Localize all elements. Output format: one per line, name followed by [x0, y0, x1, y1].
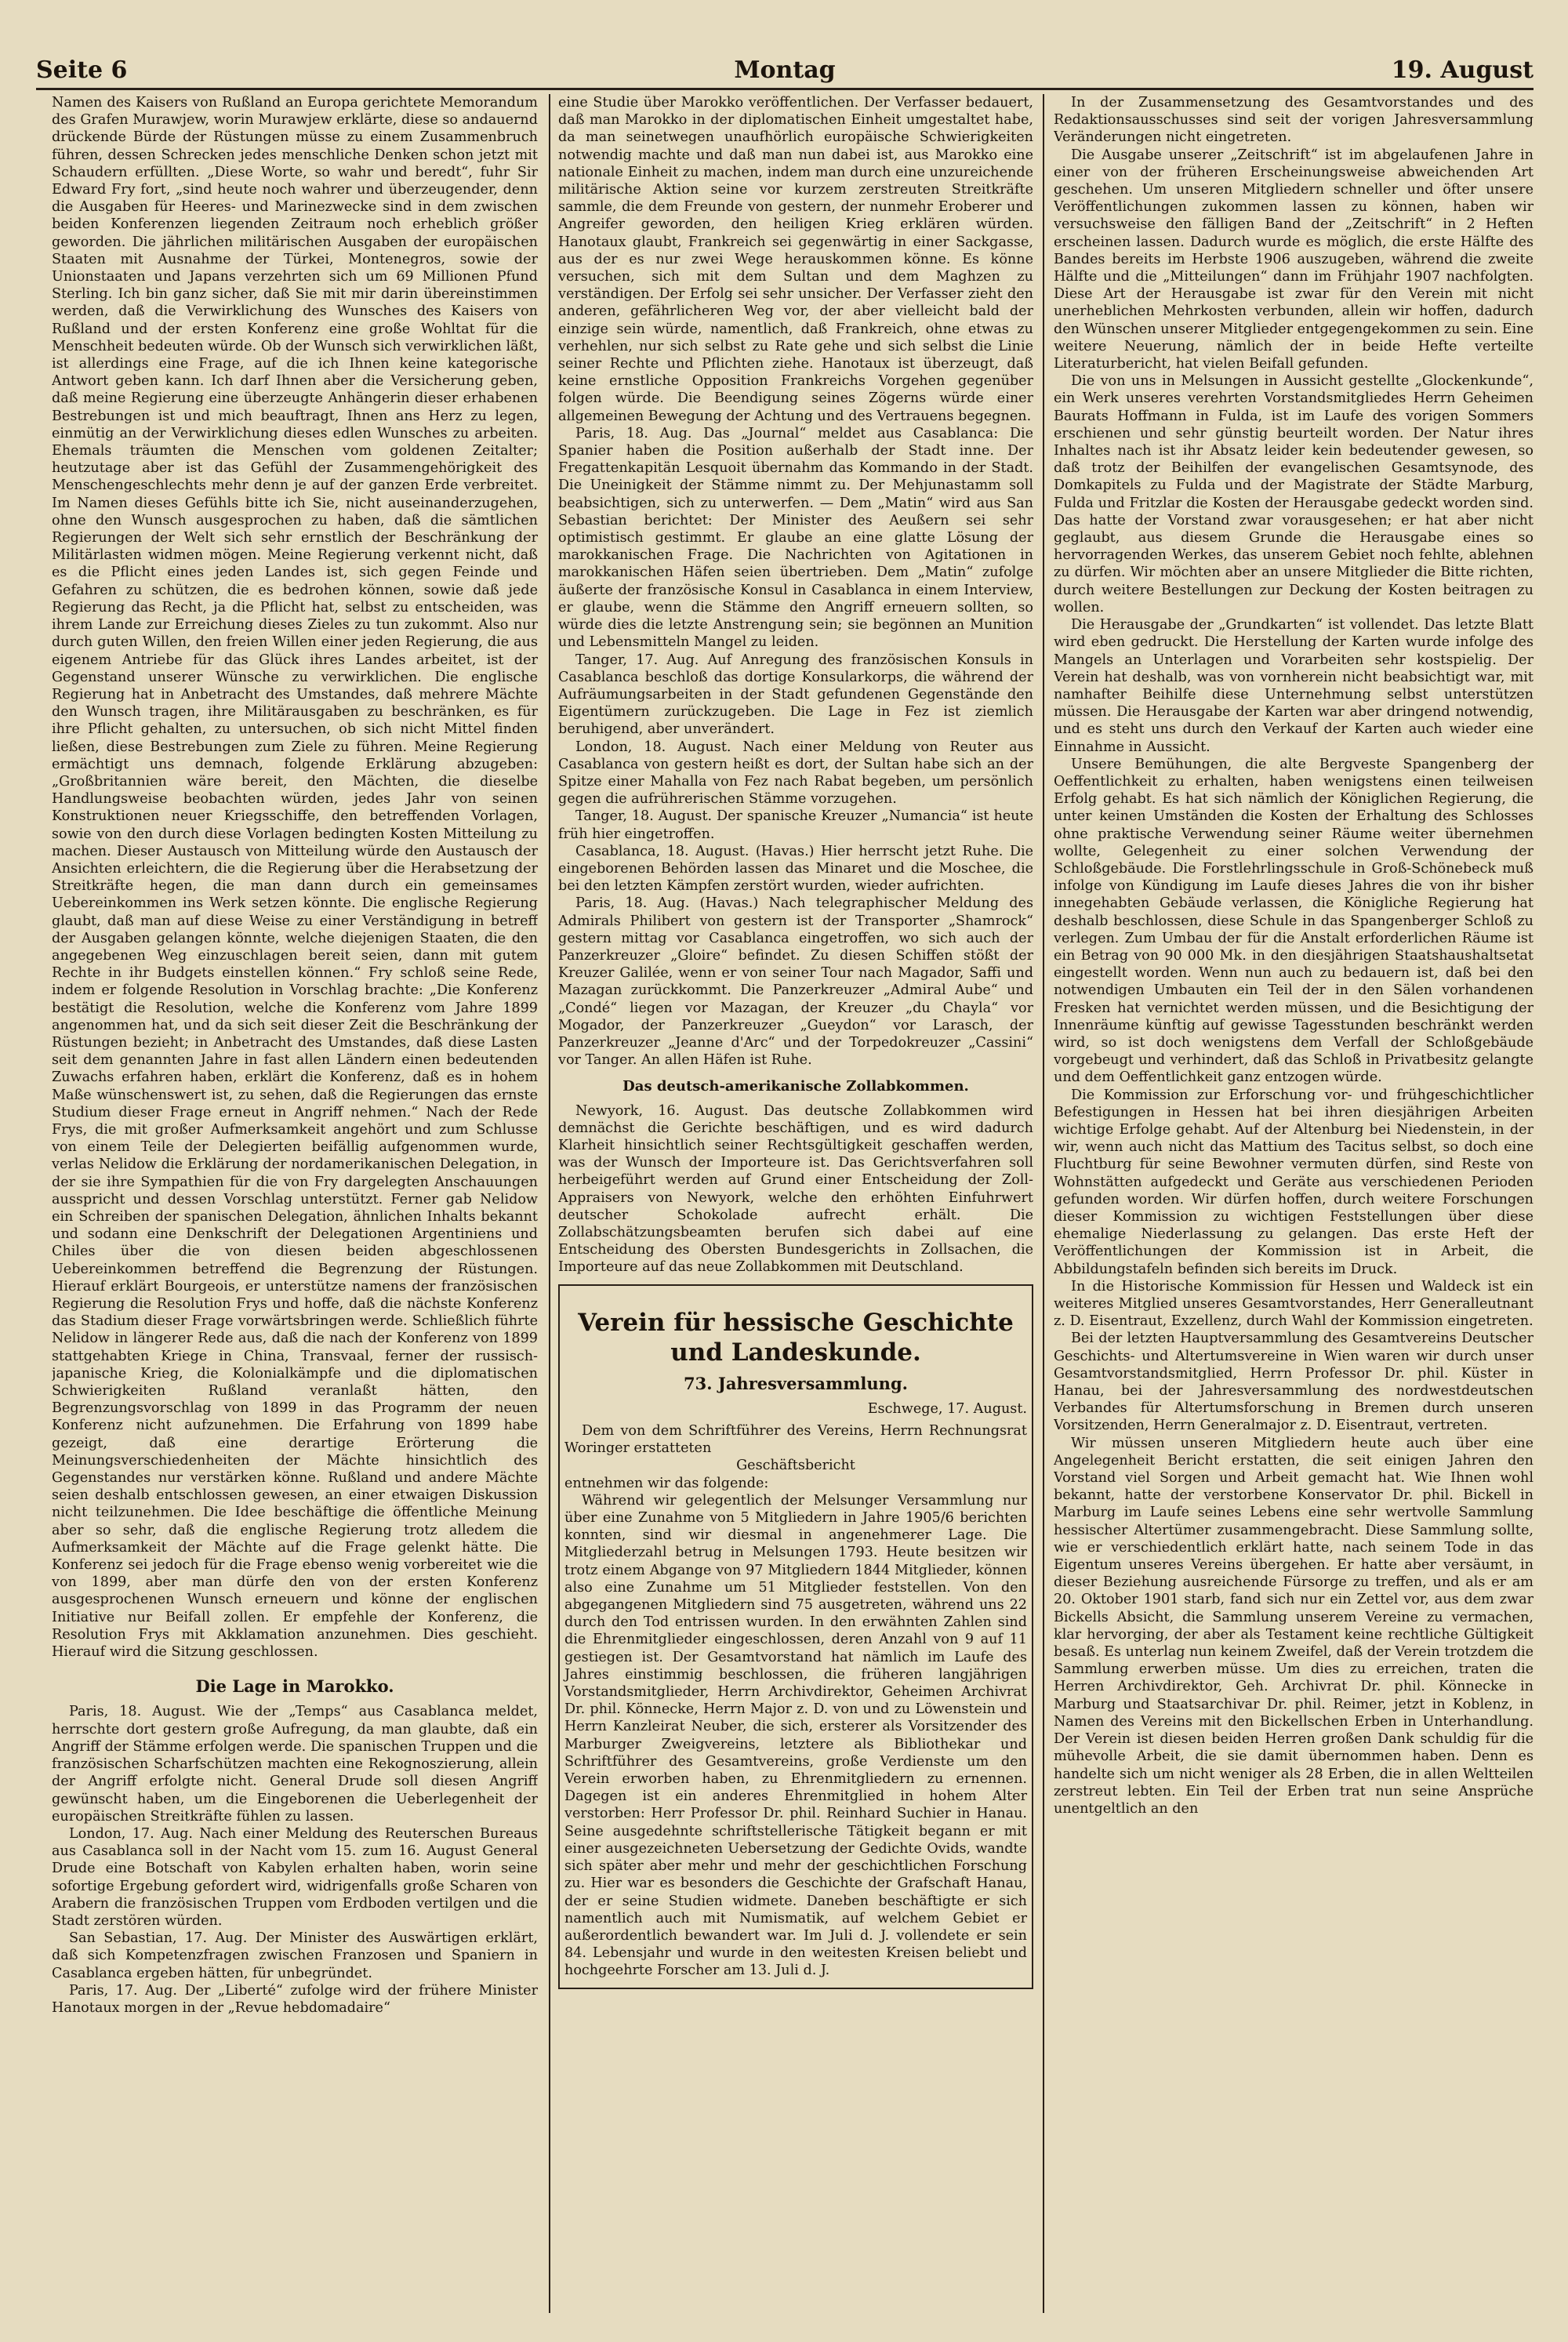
issue-date: 19. August [1391, 56, 1534, 84]
verein-heading: Verein für hessische Geschichte und Landeskunde. [578, 1308, 1014, 1367]
article-text: Bei der letzten Hauptversammlung des Gesamtvereins Deutscher Geschichts- und Altertumsvereine in Wien waren wir durch unser Gesamtvorstandsmitglied, Herrn Professor Dr. phil. Küster in Hanau, bei der Jahresversammlung des nordwestdeutschen Verbandes für Altertumsforschung in Bremen durch unseren Vorsitzenden, Herrn Generalmajor z. D. Eisentraut, vertreten. [1054, 1331, 1534, 1434]
weekday: Montag [734, 56, 836, 84]
article-text: Unsere Bemühungen, die alte Bergveste Spangenberg der Oeffentlichkeit zu erhalten, haben wenigstens einen teilweisen Erfolg gehabt. Es hat sich nämlich der Königlichen Regierung, die unter keinen Umständen die Kosten der Erhaltung des Schlosses ohne praktische Verwendung seiner Räume weiter übernehmen wollte, Gelegenheit zu einer solchen Verwendung der Schloßgebäude. Die Forstlehrlingsschule in Groß-Schönebeck muß infolge von Kündigung im Laufe dieses Jahres die von ihr bisher innegehabten Gebäude verlassen, die Königliche Regierung hat deshalb beschlossen, diese Schule in das Spangenberger Schloß zu verlegen. Zum Umbau der für die Anstalt erforderlichen Räume ist ein Betrag von 90 000 Mk. in den diesjährigen Staatshaushaltsetat eingestellt worden. Wenn nun auch zu bedauern ist, daß bei den notwendigen Umbauten ein Teil der in den Sälen vorhandenen Fresken hat vernichtet werden müssen, und die Besichtigung der Innenräume künftig auf gewisse Tagesstunden beschränkt werden wird, so ist doch wenigstens dem Verfall der Schloßgebäude vorgebeugt und verhindert, daß das Schloß in Privatbesitz gelangte und dem Oeffentlichkeit ganz entzogen würde. [1054, 756, 1534, 1086]
header-rule [36, 88, 1534, 90]
news-item: Tanger, 18. August. Der spanische Kreuzer „Numancia“ ist heute früh hier eingetroffen. [558, 808, 1033, 842]
news-item: London, 17. Aug. Nach einer Meldung des Reuterschen Bureaus aus Casablanca soll in der Nacht vom 15. zum 16. August General Drude eine Botschaft von Kabylen erhalten haben, worin seine sofortige Ergebung gefordert wird, widrigenfalls große Scharen von Arabern die französischen Truppen vom Erdboden vertilgen und die Stadt zerstören würden. [52, 1825, 538, 1929]
section-heading-zoll: Das deutsch-amerikanische Zollabkommen. [622, 1078, 969, 1095]
column-divider-1 [549, 94, 550, 2313]
page-number: Seite 6 [36, 56, 128, 84]
intro-text: Dem von dem Schriftführer des Vereins, Herrn Rechnungsrat Woringer erstatteten [564, 1423, 1027, 1457]
page-header [36, 56, 1534, 85]
bericht-label: Geschäftsbericht [736, 1458, 855, 1474]
article-text: Die Herausgabe der „Grundkarten“ ist vollendet. Das letzte Blatt wird eben gedruckt. Die Herstellung der Karten wurde infolge des Mangels an Unterlagen und Vorarbeiten sehr kostspielig. Der Verein hat deshalb, was von vornherein nicht beabsichtigt war, mit namhafter Beihilfe diese Unternehmung selbst unterstützen müssen. Die Herausgabe der Karten war aber dringend notwendig, und es steht uns durch den Verkauf der Karten auch wieder eine Einnahme in Aussicht. [1054, 617, 1534, 755]
article-text: entnehmen wir das folgende: [564, 1475, 769, 1491]
news-item: Paris, 18. Aug. Das „Journal“ meldet aus Casablanca: Die Spanier haben die Position außerhalb der Stadt inne. Der Fregattenkapitän Lesquoit übernahm das Kommando in der Stadt. Die Uneinigkeit der Stämme nimmt zu. Der Mehjunastamm soll beabsichtigen, sich zu unterwerfen. — Dem „Matin“ wird aus San Sebastian berichtet: Der Minister des Aeußern sei sehr optimistisch gestimmt. Er glaube an eine glatte Lösung der marokkanischen Frage. Die Nachrichten von Agitationen in marokkanischen Häfen seien übertrieben. Dem „Matin“ zufolge äußerte der französische Konsul in Casablanca in einem Interview, er glaube, wenn die Stämme den Angriff erneuern sollten, so würde dies die letzte Anstrengung sein; sie begönnen an Munition und Lebensmitteln Mangel zu leiden. [558, 425, 1033, 651]
column-3 [1054, 94, 1534, 2313]
news-item: eine Studie über Marokko veröffentlichen. Der Verfasser bedauert, daß man Marokko in der diplomatischen Einheit umgestaltet habe, da man seinetwegen unaufhörlich europäische Schwierigkeiten notwendig machte und daß man nun dabei ist, aus Marokko eine nationale Einheit zu machen, indem man durch eine unzureichende militärische Aktion seine vor kurzem zerstreuten Streitkräfte sammle, die dem Freunde von gestern, der nunmehr Eroberer und Angreifer geworden, den heiligen Krieg erklären würden. Hanotaux glaubt, Frankreich sei gegenwärtig in einer Sackgasse, aus der es nur zwei Wege herauskommen könne. Es könne versuchen, sich mit dem Sultan und dem Maghzen zu verständigen. Der Erfolg sei sehr unsicher. Der Verfasser zieht den anderen, gefährlicheren Weg vor, der aber vielleicht bald der einzige sein würde, namentlich, daß Frankreich, ohne etwas zu verhehlen, nur sich selbst zu Rate gehe und sich selbst die Linie seiner Rechte und Pflichten ziehe. Hanotaux ist überzeugt, daß keine ernstliche Opposition Frankreichs Vorgehen gegenüber folgen würde. Die Beendigung seines Zögerns würde einer allgemeinen Bewegung der Achtung und des Vertrauens begegnen. [558, 95, 1033, 424]
news-item: Paris, 18. August. Wie der „Temps“ aus Casablanca meldet, herrschte dort gestern große Aufregung, da man glaubte, daß ein Angriff der Stämme erfolgen werde. Die spanischen Truppen und die französischen Scharfschützen machten eine Rekognoszierung, allein der Angriff erfolgte nicht. General Drude soll diesen Angriff gewünscht haben, um die Eingeborenen die Ueberlegenheit der europäischen Streitkräfte fühlen zu lassen. [52, 1704, 538, 1825]
article-text: Während wir gelegentlich der Melsunger Versammlung nur über eine Zunahme von 5 Mitgliedern in Jahre 1905/6 berichten konnten, sind wir diesmal in angenehmerer Lage. Die Mitgliederzahl betrug in Melsungen 1793. Heute besitzen wir trotz einem Abgange von 97 Mitgliedern 1844 Mitglieder, können also eine Zunahme um 51 Mitglieder feststellen. Von den abgegangenen Mitgliedern sind 75 ausgetreten, während uns 22 durch den Tod entrissen wurden. In den erwähnten Zahlen sind die Ehrenmitglieder eingeschlossen, deren Anzahl von 9 auf 11 gestiegen ist. Der Gesamtvorstand hat nämlich im Laufe des Jahres einstimmig beschlossen, die früheren langjährigen Vorstandsmitglieder, Herrn Archivdirektor, Geheimen Archivrat Dr. phil. Könnecke, Herrn Major z. D. von und zu Löwenstein und Herrn Kanzleirat Neuber, die sich, ersterer als Vorsitzender des Marburger Zweigvereins, letztere als Bibliothekar und Schriftführer des Gesamtvereins, große Verdienste um den Verein erworben haben, zu Ehrenmitgliedern zu ernennen. Dagegen ist ein anderes Ehrenmitglied in hohem Alter verstorben: Herr Professor Dr. phil. Reinhard Suchier in Hanau. Seine ausgedehnte schriftstellerische Tätigkeit begann er mit einer ausgezeichneten Uebersetzung der Gedichte Ovids, wandte sich später aber mehr und mehr der geschichtlichen Forschung zu. Hier war es besonders die Geschichte der Grafschaft Hanau, der er seine Studien widmete. Daneben beschäftigte er sich namentlich auch mit Numismatik, auf welchem Gebiet er außerordentlich bewandert war. Im Juli d. J. vollendete er sein 84. Lebensjahr und wurde in den weitesten Kreisen beliebt und hochgeehrte Forscher am 13. Juli d. J. [564, 1492, 1027, 1979]
article-text: Die von uns in Melsungen in Aussicht gestellte „Glockenkunde“, ein Werk unseres verehrten Vorstandsmitgliedes Herrn Geheimen Baurats Hoffmann in Fulda, ist im Laufe des vorigen Sommers erschienen und sehr günstig beurteilt worden. Der Natur ihres Inhaltes nach ist ihr Absatz leider kein bedeutender gewesen, so daß trotz der Beihilfen der evangelischen Gesamtsynode, des Domkapitels zu Fulda und der Magistrate der Städte Marburg, Fulda und Fritzlar die Kosten der Herausgabe gedeckt worden sind. Das hatte der Vorstand zwar vorausgesehen; er hat aber nicht geglaubt, aus diesem Grunde die Herausgabe eines so hervorragenden Werkes, das unserem Gebiet noch fehlte, ablehnen zu dürfen. Wir möchten aber an unsere Mitglieder die Bitte richten, durch weitere Bestellungen zur Deckung der Kosten beitragen zu wollen. [1054, 373, 1534, 615]
column-divider-2 [1043, 94, 1044, 2313]
article-text: In der Zusammensetzung des Gesamtvorstandes und des Redaktionsausschusses sind seit der vorigen Jahresversammlung Veränderungen nicht eingetreten. [1054, 95, 1534, 146]
news-item: Paris, 18. Aug. (Havas.) Nach telegraphischer Meldung des Admirals Philibert von gestern ist der Transporter „Shamrock“ gestern mittag vor Casablanca eingetroffen, wo sich auch der Panzerkreuzer „Gloire“ befindet. Zu diesen Schiffen stößt der Kreuzer Galilée, wenn er von seiner Tour nach Magador, Saffi und Mazagan zurückkommt. Die Panzerkreuzer „Admiral Aube“ und „Condé“ liegen vor Mazagan, der Kreuzer „du Chayla“ vor Mogador, der Panzerkreuzer „Gueydon“ vor Larasch, der Panzerkreuzer „Jeanne d'Arc“ und der Torpedokreuzer „Cassini“ vor Tanger. An allen Häfen ist Ruhe. [558, 895, 1033, 1069]
versammlung-subheading: 73. Jahresversammlung. [684, 1373, 908, 1393]
dateline: Eschwege, 17. August. [867, 1400, 1027, 1417]
news-item: Newyork, 16. August. Das deutsche Zollabkommen wird demnächst die Gerichte beschäftigen, und es wird dadurch Klarheit hinsichtlich seiner Rechtsgültigkeit geschaffen werden, was der Wunsch der Importeure ist. Das Gerichtsverfahren soll herbeigeführt werden auf Grund einer Entscheidung der Zoll-Appraisers von Newyork, welche den erhöhten Einfuhrwert deutscher Schokolade aufrecht erhält. Die Zollabschätzungsbeamten berufen sich dabei auf eine Entscheidung des Obersten Bundesgerichts in Zollsachen, die Importeure auf das neue Zollabkommen mit Deutschland. [558, 1102, 1033, 1276]
news-item: San Sebastian, 17. Aug. Der Minister des Auswärtigen erklärt, daß sich Kompetenzfragen zwischen Franzosen und Spaniern in Casablanca ergeben hätten, für unbegründet. [52, 1930, 538, 1981]
column-1 [52, 94, 538, 2313]
verein-section [558, 1284, 1033, 1989]
news-item: Tanger, 17. Aug. Auf Anregung des französischen Konsuls in Casablanca beschloß das dortige Konsularkorps, die während der Aufräumungsarbeiten in der Stadt gefundenen Gegenstände den Eigentümern zurückzugeben. Die Lage in Fez ist ziemlich beruhigend, aber unverändert. [558, 652, 1033, 738]
article-text: Wir müssen unseren Mitgliedern heute auch über eine Angelegenheit Bericht erstatten, die seit einigen Jahren den Vorstand viel Sorgen und Arbeit gemacht hat. Wie Ihnen wohl bekannt, hatte der verstorbene Konservator Dr. phil. Bickell in Marburg im Laufe seines Lebens eine sehr wertvolle Sammlung hessischer Altertümer zusammengebracht. Diese Sammlung sollte, wie er verschiedentlich erklärt hatte, nach seinem Tode in das Eigentum unseres Vereins übergehen. Er hatte aber versäumt, in dieser Beziehung ausreichende Fürsorge zu treffen, und als er am 20. Oktober 1901 starb, fand sich nur ein Zettel vor, aus dem zwar Bickells Absicht, die Sammlung unserem Vereine zu vermachen, klar hervorging, der aber als Testament keine rechtliche Gültigkeit besaß. Es unterlag nun keinem Zweifel, daß der Verein trotzdem die Sammlung erwerben müsse. Um dies zu erreichen, traten die Herren Archivdirektor, Geh. Archivrat Dr. phil. Könnecke in Marburg und Staatsarchivar Dr. phil. Reimer, jetzt in Koblenz, in Namen des Vereins mit den Bickellschen Erben in Unterhandlung. Der Verein ist diesen beiden Herren großen Dank schuldig für die mühevolle Arbeit, die sie damit übernommen haben. Denn es handelte sich um nicht weniger als 28 Erben, die in allen Weltteilen zerstreut lebten. Ein Teil der Erben trat nun seine Ansprüche unentgeltlich an den [1054, 1435, 1534, 1817]
news-item: London, 18. August. Nach einer Meldung von Reuter aus Casablanca von gestern heißt es dort, der Sultan habe sich an der Spitze einer Mahalla von Fez nach Rabat begeben, um persönlich gegen die aufrührerischen Stämme vorzugehen. [558, 739, 1033, 808]
section-heading-marokko: Die Lage in Marokko. [195, 1676, 394, 1697]
article-text: Namen des Kaisers von Rußland an Europa gerichtete Memorandum des Grafen Murawjew, worin Murawjew erklärte, diese so andauernd drückende Bürde der Rüstungen müsse zu einem Zusammenbruch führen, dessen Schrecken jedes menschliche Denken schon jetzt mit Schaudern erfüllten. „Diese Worte, so wahr und beredt“, fuhr Sir Edward Fry fort, „sind heute noch wahrer und überzeugender, denn die Ausgaben für Heeres- und Marinezwecke sind in dem zwischen beiden Konferenzen liegenden Zeitraum noch erheblich größer geworden. Die jährlichen militärischen Ausgaben der europäischen Staaten mit Ausnahme der Türkei, Montenegros, sowie der Unionstaaten und Japans verzehrten sich um 69 Millionen Pfund Sterling. Ich bin ganz sicher, daß Sie mit mir darin übereinstimmen werden, daß die Verwirklichung des Wunsches des Kaisers von Rußland und der ersten Konferenz eine große Wohltat für die Menschheit bedeuten würde. Ob der Wunsch sich verwirklichen läßt, ist allerdings eine Frage, auf die ich Ihnen keine kategorische Antwort geben kann. Ich darf Ihnen aber die Versicherung geben, daß meine Regierung eine überzeugte Anhängerin dieser erhabenen Bestrebungen ist und mich beauftragt, Ihnen ans Herz zu legen, einmütig an der Verwirklichung dieses edlen Wunsches zu arbeiten. Ehemals träumten die Menschen vom goldenen Zeitalter; heutzutage aber ist das Gefühl der Zusammengehörigkeit des Menschengeschlechts mehr denn je auf der ganzen Erde verbreitet. Im Namen dieses Gefühls bitte ich Sie, nicht auseinanderzugehen, ohne den Wunsch ausgesprochen zu haben, daß die sämtlichen Regierungen der Welt sich sehr ernstlich der Beschränkung der Militärlasten widmen mögen. Meine Regierung verkennt nicht, daß es die Pflicht eines jeden Landes ist, sich gegen Feinde und Gefahren zu schützen, die es bedrohen können, sowie daß jede Regierung das Recht, ja die Pflicht hat, selbst zu entscheiden, was ihrem Lande zur Erreichung dieses Zieles zu tun zukommt. Also nur durch guten Willen, den freien Willen einer jeden Regierung, die aus eigenem Antriebe für das Glück ihres Landes arbeitet, ist der Gegenstand unserer Wünsche zu verwirklichen. Die englische Regierung hat in Anbetracht des Umstandes, daß mehrere Mächte den Wunsch tragen, ihre Militärausgaben zu beschränken, es für ihre Pflicht gehalten, zu untersuchen, ob sich nicht Mittel finden ließen, diese Bestrebungen zum Ziele zu führen. Meine Regierung ermächtigt uns demnach, folgende Erklärung abzugeben: „Großbritannien wäre bereit, den Mächten, die dieselbe Handlungsweise beobachten würden, jedes Jahr von seinen Konstruktionen neuer Kriegsschiffe, den betreffenden Vorlagen, sowie von den durch diese Vorlagen bedingten Kosten Mitteilung zu machen. Dieser Austausch von Mitteilung würde den Austausch der Ansichten erleichtern, die die Regierung über die Herabsetzung der Streitkräfte hegen, die man dann durch ein gemeinsames Uebereinkommen ins Werk setzen könnte. Die englische Regierung glaubt, daß man auf diese Weise zu einer Verständigung in betreff der Ausgaben gelangen könnte, welche diejenigen Staaten, die den angegebenen Weg einzuschlagen bereit seien, dann mit gutem Rechte in ihr Budgets einstellen können.“ Fry schloß seine Rede, indem er folgende Resolution in Vorschlag brachte: „Die Konferenz bestätigt die Resolution, welche die Konferenz vom Jahre 1899 angenommen hat, und da sich seit dieser Zeit die Beschränkung der Rüstungen bezieht; in Anbetracht des Umstandes, daß diese Lasten seit dem genannten Jahre in fast allen Ländern einen bedeutenden Zuwachs erfahren haben, erklärt die Konferenz, daß es in hohem Maße wünschenswert ist, zu sehen, daß die Regierungen das ernste Studium dieser Frage erneut in Angriff nehmen.“ Nach der Rede Frys, die mit großer Aufmerksamkeit angehört und zum Schlusse von einem Teile der Delegierten beifällig aufgenommen wurde, verlas Nelidow die Erklärung der nordamerikanischen Delegation, in der sie ihre Sympathien für die von Fry dargelegten Anschauungen ausspricht und dessen Vorschlag unterstützt. Ferner gab Nelidow ein Schreiben der spanischen Delegation, ähnlichen Inhalts bekannt und sodann eine Denkschrift der Delegationen Argentiniens und Chiles über die von diesen beiden abgeschlossenen Uebereinkommen betreffend die Begrenzung der Rüstungen. Hierauf erklärt Bourgeois, er unterstütze namens der französischen Regierung die Resolution Frys und hoffe, daß die nächste Konferenz das Stadium dieser Frage vorwärtsbringen werde. Schließlich führte Nelidow in längerer Rede aus, daß die nach der Konferenz von 1899 stattgehabten Kriege in China, Transvaal, ferner der russisch-japanische Krieg, die Kolonialkämpfe und die diplomatischen Schwierigkeiten Rußland veranlaßt hätten, den Begrenzungsvorschlag von 1899 in das Programm der neuen Konferenz nicht aufzunehmen. Die Erfahrung von 1899 habe gezeigt, daß eine derartige Erörterung die Meinungsverschiedenheiten der Mächte hinsichtlich des Gegenstandes nur verstärken könne. Rußland und andere Mächte seien deshalb entschlossen gewesen, an einer etwaigen Diskussion nicht teilzunehmen. Die Idee beschäftige die öffentliche Meinung aber so sehr, daß die englische Regierung trotz alledem die Aufmerksamkeit der Mächte auf die Frage gelenkt hätte. Die Konferenz sei jedoch für die Frage ebenso wenig vorbereitet wie die von 1899, aber man dürfe den von der ersten Konferenz ausgesprochenen Wunsch erneuern und könne der englischen Initiative nur Beifall zollen. Er empfehle der Konferenz, die Resolution Frys mit Akklamation anzunehmen. Dies geschieht. Hierauf wird die Sitzung geschlossen. [52, 95, 538, 1661]
news-item: Casablanca, 18. August. (Havas.) Hier herrscht jetzt Ruhe. Die eingeborenen Behörden lassen das Minaret und die Moschee, die bei den letzten Kämpfen zerstört wurden, wieder aufrichten. [558, 843, 1033, 895]
news-item: Paris, 17. Aug. Der „Liberté“ zufolge wird der frühere Minister Hanotaux morgen in der „Revue hebdomadaire“ [52, 1982, 538, 2016]
article-text: Die Ausgabe unserer „Zeitschrift“ ist im abgelaufenen Jahre in einer von der früheren Erscheinungsweise abweichenden Art geschehen. Um unseren Mitgliedern schneller und öfter unsere Veröffentlichungen zukommen lassen zu können, haben wir versuchsweise den fälligen Band der „Zeitschrift“ in 2 Heften erscheinen lassen. Dadurch wurde es möglich, die erste Hälfte des Bandes bereits im Herbste 1906 auszugeben, während die zweite Hälfte und die „Mitteilungen“ dann im Frühjahr 1907 nachfolgten. Diese Art der Herausgabe ist zwar für den Verein mit nicht unerheblichen Mehrkosten verbunden, allein wir hoffen, dadurch den Wünschen unserer Mitglieder entgegengekommen zu sein. Eine weitere Neuerung, nämlich der in beide Hefte verteilte Literaturbericht, hat vielen Beifall gefunden. [1054, 147, 1534, 372]
article-text: In die Historische Kommission für Hessen und Waldeck ist ein weiteres Mitglied unseres Gesamtvorstandes, Herr Generalleutnant z. D. Eisentraut, Exzellenz, durch Wahl der Kommission eingetreten. [1054, 1278, 1534, 1330]
article-text: Die Kommission zur Erforschung vor- und frühgeschichtlicher Befestigungen in Hessen hat bei ihren diesjährigen Arbeiten wichtige Erfolge gehabt. Auf der Altenburg bei Niedenstein, in der wir, wenn auch nicht das Mattium des Tacitus selbst, so doch eine Fluchtburg für seine Bewohner vermuten dürfen, sind Reste von Wohnstätten aufgedeckt und Geräte aus verschiedenen Perioden gefunden worden. Wir dürfen hoffen, durch weitere Forschungen dieser Kommission zu wichtigen Feststellungen über diese ehemalige Niederlassung zu gelangen. Das erste Heft der Veröffentlichungen der Kommission ist in Arbeit, die Abbildungstafeln befinden sich bereits im Druck. [1054, 1087, 1534, 1277]
column-2 [558, 94, 1033, 2313]
